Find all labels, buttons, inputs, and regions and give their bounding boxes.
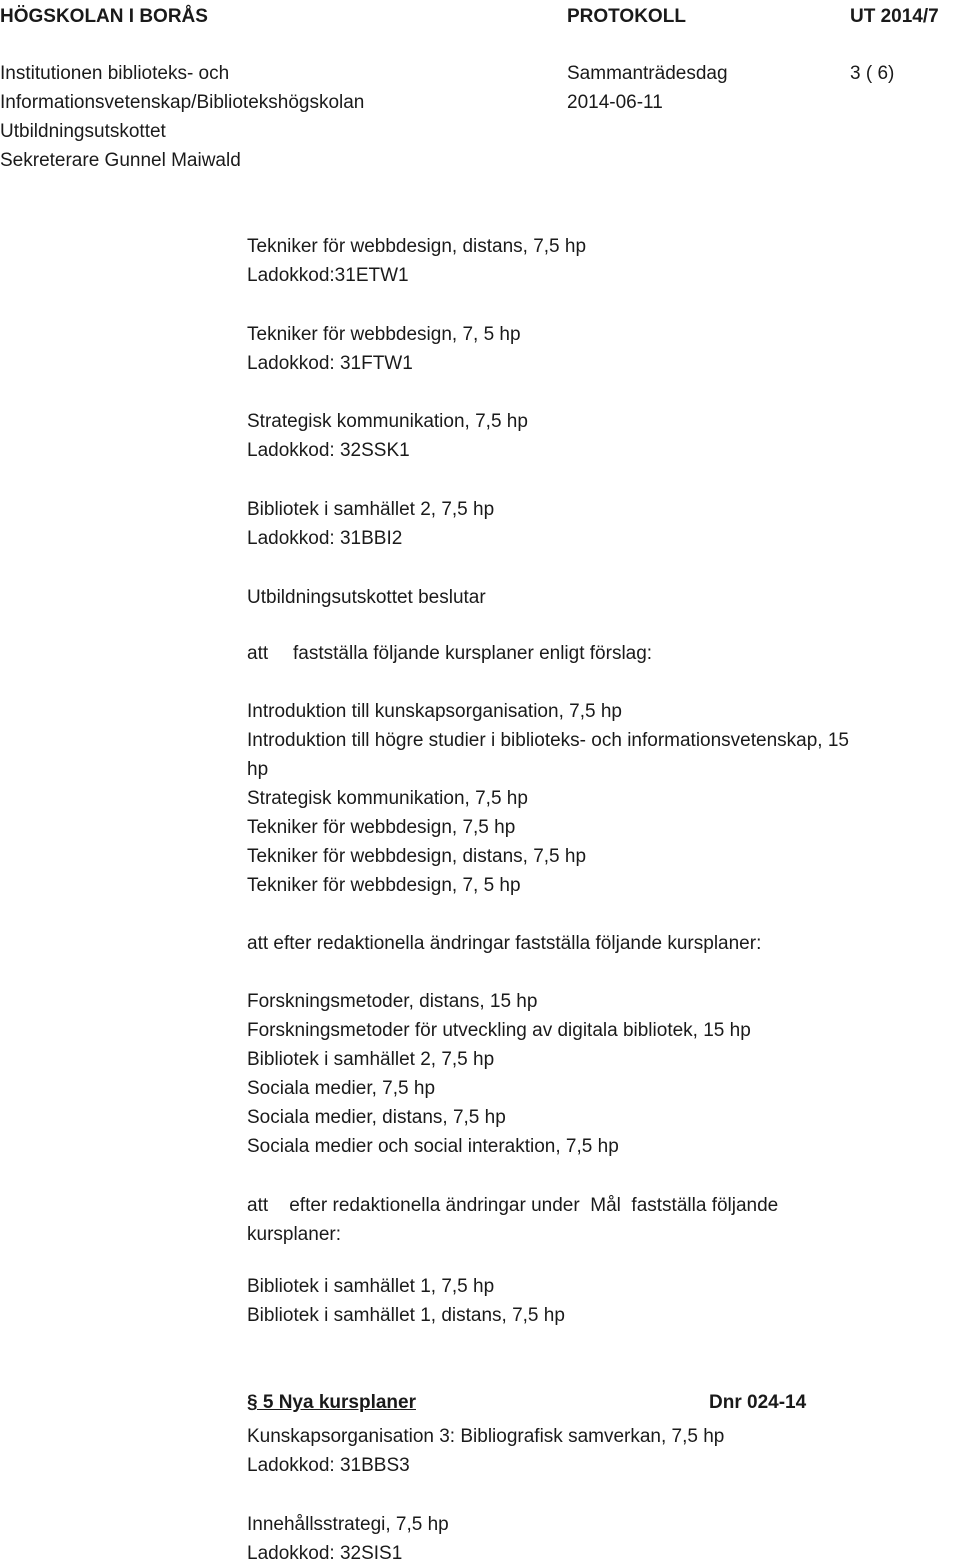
course-name: Kunskapsorganisation 3: Bibliografisk samverkan, 7,5 hp	[247, 1426, 725, 1447]
list-item: Bibliotek i samhället 1, distans, 7,5 hp	[247, 1305, 565, 1326]
meta-page-number: 3 ( 6)	[850, 63, 895, 84]
decision-att-goals-cont: kursplaner:	[247, 1224, 341, 1245]
decision-att-goals: att efter redaktionella ändringar under Mål fastställa följande	[247, 1195, 779, 1216]
list-item: Strategisk kommunikation, 7,5 hp	[247, 788, 528, 809]
list-item: hp	[247, 759, 269, 780]
section-heading: § 5 Nya kursplaner	[247, 1392, 416, 1413]
header-document-type: PROTOKOLL	[567, 6, 686, 27]
meta-meeting-date: 2014-06-11	[567, 92, 663, 113]
course-name: Strategisk kommunikation, 7,5 hp	[247, 411, 528, 432]
list-item: Bibliotek i samhället 2, 7,5 hp	[247, 1049, 495, 1070]
list-item: Sociala medier och social interaktion, 7,5 hp	[247, 1136, 619, 1157]
meta-institution-line2: Informationsvetenskap/Bibliotekshögskolan	[0, 92, 365, 113]
meta-committee: Utbildningsutskottet	[0, 121, 166, 142]
course-name: Tekniker för webbdesign, 7, 5 hp	[247, 324, 521, 345]
section-dnr: Dnr 024-14	[709, 1392, 807, 1413]
list-item: Tekniker för webbdesign, 7, 5 hp	[247, 875, 521, 896]
list-item: Bibliotek i samhället 1, 7,5 hp	[247, 1276, 495, 1297]
course-name: Tekniker för webbdesign, distans, 7,5 hp	[247, 236, 587, 257]
course-code: Ladokkod: 31FTW1	[247, 353, 413, 374]
list-item: Introduktion till kunskapsorganisation, 7,5 hp	[247, 701, 622, 722]
decision-att-keyword: att	[247, 643, 269, 664]
decision-heading: Utbildningsutskottet beslutar	[247, 587, 486, 608]
list-item: Tekniker för webbdesign, distans, 7,5 hp	[247, 846, 587, 867]
meta-institution-line1: Institutionen biblioteks- och	[0, 63, 230, 84]
course-code: Ladokkod:31ETW1	[247, 265, 409, 286]
course-code: Ladokkod: 32SIS1	[247, 1543, 403, 1564]
list-item: Sociala medier, 7,5 hp	[247, 1078, 436, 1099]
header-document-id: UT 2014/7	[850, 6, 939, 27]
list-item: Forskningsmetoder för utveckling av digitala bibliotek, 15 hp	[247, 1020, 751, 1041]
decision-att-text: fastställa följande kursplaner enligt förslag:	[293, 643, 653, 664]
course-name: Innehållsstrategi, 7,5 hp	[247, 1514, 449, 1535]
course-name: Bibliotek i samhället 2, 7,5 hp	[247, 499, 495, 520]
list-item: Forskningsmetoder, distans, 15 hp	[247, 991, 538, 1012]
meta-secretary: Sekreterare Gunnel Maiwald	[0, 150, 241, 171]
course-code: Ladokkod: 32SSK1	[247, 440, 410, 461]
course-code: Ladokkod: 31BBS3	[247, 1455, 410, 1476]
list-item: Introduktion till högre studier i biblioteks- och informationsvetenskap, 15	[247, 730, 849, 751]
meta-meeting-label: Sammanträdesdag	[567, 63, 728, 84]
decision-att-edit: att efter redaktionella ändringar fastställa följande kursplaner:	[247, 933, 762, 954]
list-item: Sociala medier, distans, 7,5 hp	[247, 1107, 506, 1128]
course-code: Ladokkod: 31BBI2	[247, 528, 403, 549]
list-item: Tekniker för webbdesign, 7,5 hp	[247, 817, 516, 838]
header-institution: HÖGSKOLAN I BORÅS	[0, 6, 208, 27]
